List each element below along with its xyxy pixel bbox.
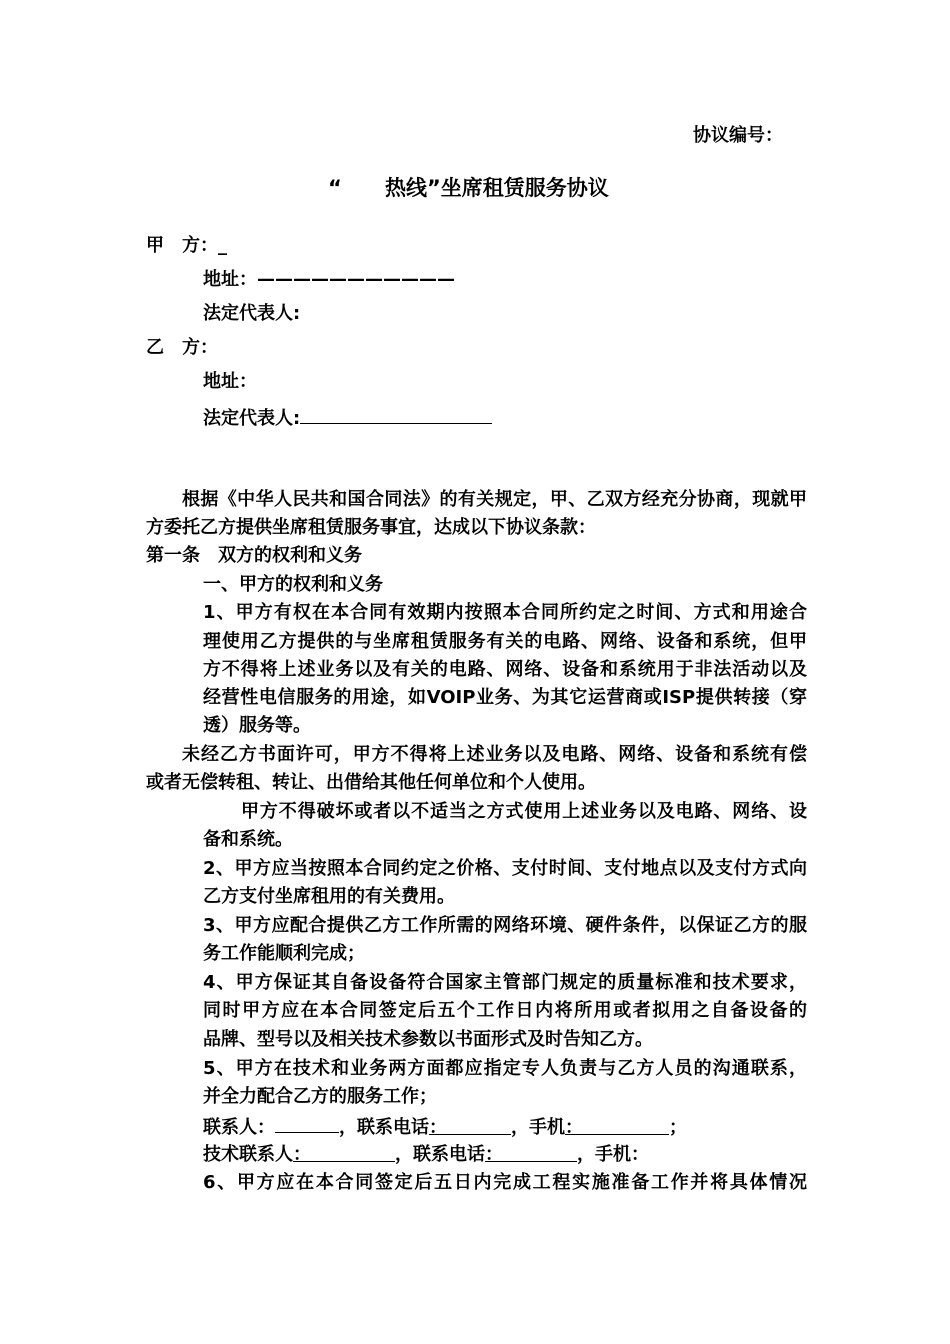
contact-mobile-blank: ： [565, 1116, 669, 1135]
party-a-label: 甲 方：_ [146, 235, 227, 256]
article-1-heading: 第一条 双方的权利和义务 [146, 545, 362, 566]
contact-phone-label: ，联系电话 [339, 1117, 429, 1138]
party-a-rights-heading: 一、甲方的权利和义务 [203, 574, 383, 595]
contact-end: ； [669, 1117, 687, 1138]
clause-4-line-3: 品牌、型号以及相关技术参数以书面形式及时告知乙方。 [203, 1029, 653, 1050]
misuse-line-1: 甲方不得破坏或者以不适当之方式使用上述业务以及电路、网络、设 [241, 801, 807, 822]
contact-row [203, 1114, 687, 1140]
party-a-address: 地址：——————————— [203, 269, 455, 290]
sublease-line-2: 或者无偿转租、转让、出借给其他任何单位和个人使用。 [146, 772, 596, 793]
tech-contact-row [203, 1143, 649, 1167]
clause-1-line-4: 经营性电信服务的用途，如VOIP业务、为其它运营商或ISP提供转接（穿 [203, 687, 807, 708]
tech-contact-name-blank: ： [293, 1143, 395, 1162]
party-b-address: 地址： [203, 371, 257, 392]
clause-1-line-2: 理使用乙方提供的与坐席租赁服务有关的电路、网络、设备和系统，但甲 [203, 631, 807, 652]
contact-mobile-label: ，手机 [511, 1117, 565, 1138]
contact-label: 联系人： [203, 1117, 275, 1138]
clause-3-line-1: 3、甲方应配合提供乙方工作所需的网络环境、硬件条件，以保证乙方的服 [203, 915, 807, 936]
tech-contact-mobile-label: ，手机： [577, 1144, 649, 1165]
clause-5-line-1: 5、甲方在技术和业务两方面都应指定专人负责与乙方人员的沟通联系， [203, 1058, 807, 1079]
signature-blank [300, 405, 492, 424]
clause-4-line-1: 4、甲方保证其自备设备符合国家主管部门规定的质量标准和技术要求， [203, 972, 807, 993]
tech-contact-phone-label: ，联系电话 [395, 1144, 485, 1165]
clause-1-line-5: 透）服务等。 [203, 715, 311, 736]
intro-line-1: 根据《中华人民共和国合同法》的有关规定，甲、乙双方经充分协商，现就甲 [182, 489, 807, 510]
clause-1-line-3: 方不得将上述业务以及有关的电路、网络、设备和系统用于非法活动以及 [203, 659, 807, 680]
party-b-representative-row [203, 405, 492, 431]
clause-2-line-2: 乙方支付坐席租用的有关费用。 [203, 886, 455, 907]
document-title: 热线”坐席租赁服务协议 [385, 176, 609, 200]
clause-3-line-2: 务工作能顺利完成； [203, 943, 365, 964]
party-b-label: 乙 方： [146, 337, 218, 358]
tech-contact-phone-blank: ： [485, 1143, 577, 1162]
clause-1-line-1: 1、甲方有权在本合同有效期内按照本合同所约定之时间、方式和用途合 [203, 602, 807, 623]
sublease-line-1: 未经乙方书面许可，甲方不得将上述业务以及电路、网络、设备和系统有偿 [182, 744, 807, 765]
contact-phone-blank: ： [429, 1116, 511, 1135]
party-a-representative: 法定代表人: [203, 303, 301, 324]
misuse-line-2: 备和系统。 [203, 829, 293, 850]
party-b-representative: 法定代表人: [203, 408, 301, 429]
clause-5-line-2: 并全力配合乙方的服务工作； [203, 1086, 437, 1107]
agreement-number-label: 协议编号： [693, 125, 783, 146]
clause-2-line-1: 2、甲方应当按照本合同约定之价格、支付时间、支付地点以及支付方式向 [203, 858, 807, 879]
intro-line-2: 方委托乙方提供坐席租赁服务事宜，达成以下协议条款： [146, 517, 596, 538]
clause-4-line-2: 同时甲方应在本合同签定后五个工作日内将所用或者拟用之自备设备的 [203, 1000, 807, 1021]
tech-contact-label: 技术联系人 [203, 1144, 293, 1165]
title-open-quote: “ [328, 176, 342, 200]
contact-name-blank [275, 1114, 339, 1133]
clause-6-line-1: 6、甲方应在本合同签定后五日内完成工程实施准备工作并将具体情况 [203, 1172, 807, 1193]
